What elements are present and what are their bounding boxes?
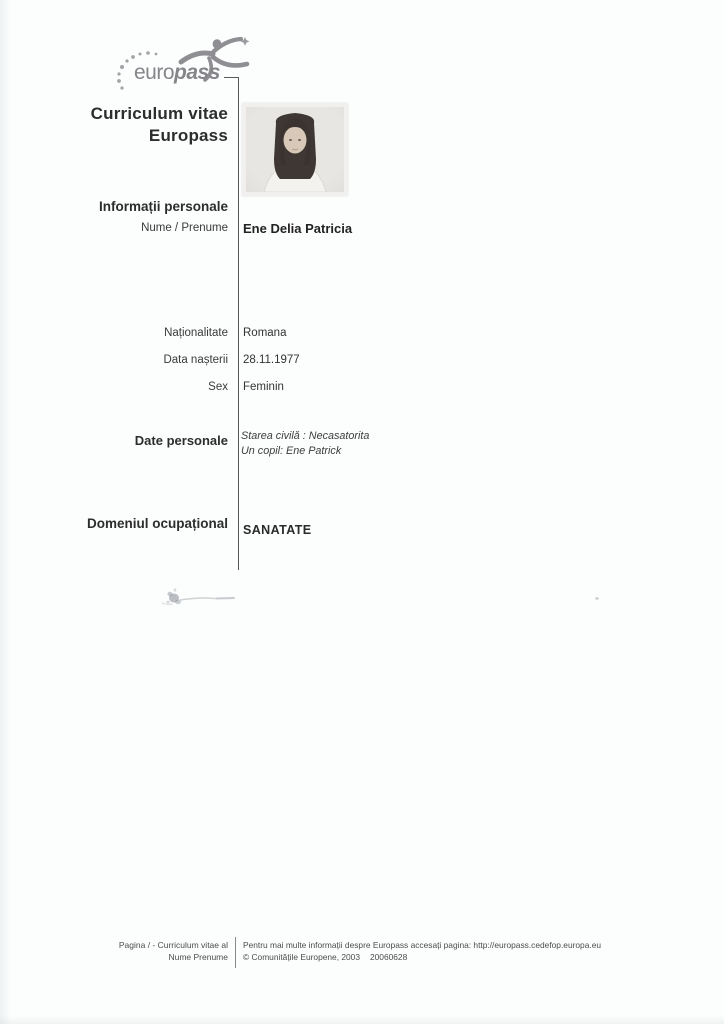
- nationality-value: Romana: [243, 327, 287, 339]
- occupational-field-label: Domeniul ocupațional: [86, 516, 228, 531]
- footer-doc-code: 20060628: [369, 952, 408, 962]
- dust-speck-artifact: [595, 597, 599, 600]
- children-value: Un copil: Ene Patrick: [241, 444, 342, 457]
- sex-label: Sex: [208, 381, 228, 393]
- logo-word-euro: euro: [134, 61, 175, 84]
- footer-europass-info: [243, 939, 673, 963]
- name-label: Nume / Prenume: [141, 222, 228, 234]
- footer-page-info: [0, 939, 228, 963]
- nationality-label: Naționalitate: [164, 327, 228, 339]
- page-title-line1: Curriculum vitae: [90, 104, 228, 123]
- page-title: [0, 103, 228, 147]
- footer-copyright: © Comunitățile Europene, 2003: [243, 952, 360, 962]
- footer-copyright-line: [243, 951, 673, 963]
- ink-smudge-artifact: [148, 576, 244, 623]
- marital-status-value: Starea civilă : Necasatorita: [241, 430, 370, 442]
- section-heading-personal-info: Informații personale: [98, 199, 228, 214]
- footer-page-line1: Pagina / - Curriculum vitae al: [118, 940, 228, 950]
- birthdate-label: Data nașterii: [163, 354, 228, 366]
- personal-data-value: [241, 429, 369, 458]
- page-title-line2: Europass: [148, 126, 228, 145]
- logo-word-pass: pass: [174, 61, 220, 84]
- footer-info-line: Pentru mai multe informații despre Europass accesați pagina: http://europass.cedefop.europa.eu: [243, 940, 602, 950]
- birthdate-value: 28.11.1977: [243, 354, 300, 366]
- europass-logo-wordmark: [134, 61, 220, 85]
- name-value: Ene Delia Patricia: [243, 221, 353, 236]
- personal-data-label: Date personale: [134, 433, 228, 448]
- footer-divider-line: [235, 937, 236, 968]
- logo-bracket-line: [224, 77, 239, 78]
- table-divider-line: [238, 77, 239, 570]
- occupational-field-value: SANATATE: [243, 523, 312, 537]
- portrait-photo: [242, 103, 348, 196]
- sex-value: Feminin: [243, 381, 284, 393]
- footer-page-line2: Nume Prenume: [168, 952, 228, 962]
